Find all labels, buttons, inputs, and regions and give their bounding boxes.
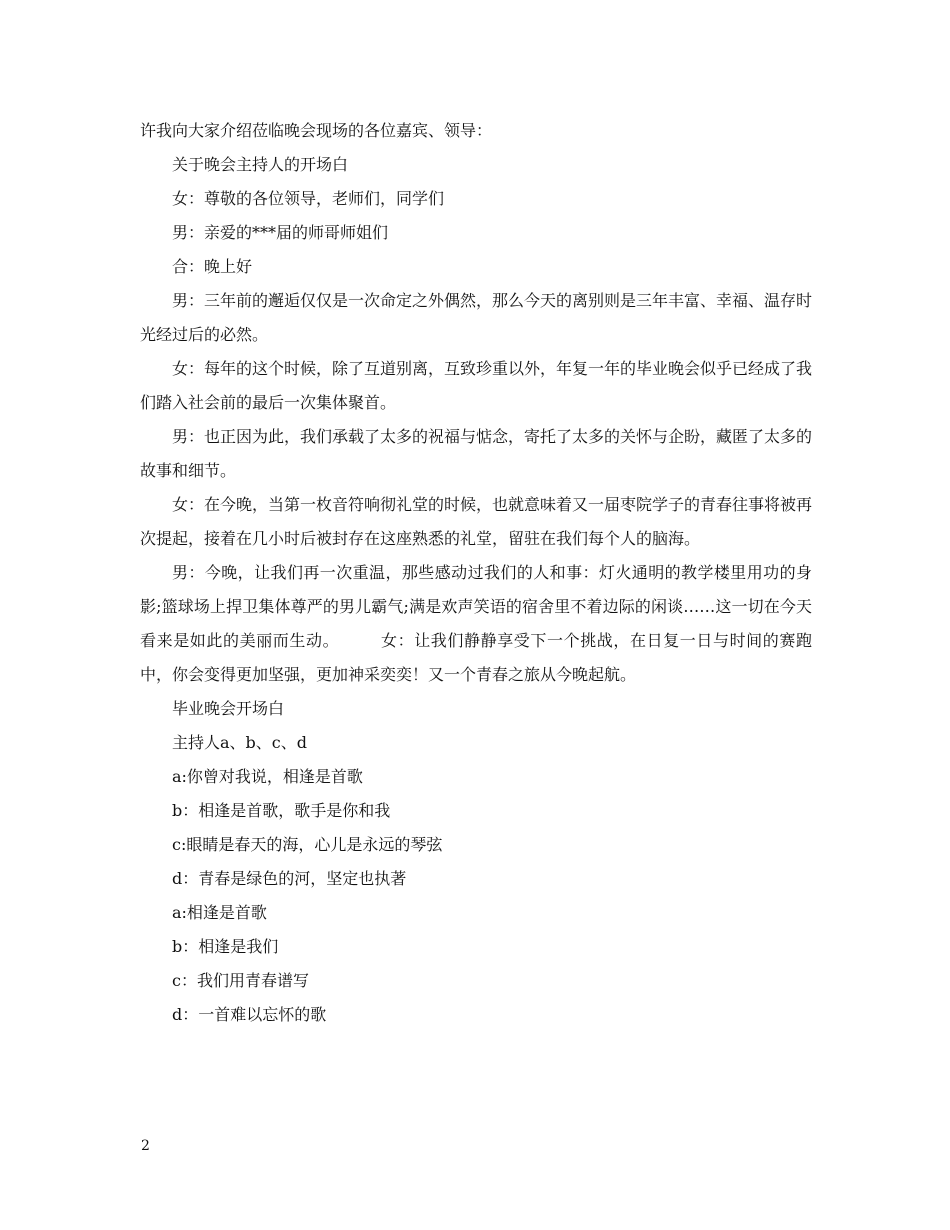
paragraph: 男：也正因为此，我们承载了太多的祝福与惦念，寄托了太多的关怀与企盼，藏匿了太多的故事和细节。 [140, 427, 813, 480]
paragraph: 合：晚上好 [172, 257, 253, 276]
paragraph: a:相逢是首歌 [172, 903, 267, 922]
paragraph: d：一首难以忘怀的歌 [172, 1005, 327, 1024]
paragraph: a:你曾对我说，相逢是首歌 [172, 767, 363, 786]
paragraph: 关于晚会主持人的开场白 [172, 155, 349, 174]
paragraph: c:眼睛是春天的海，心儿是永远的琴弦 [172, 835, 443, 854]
paragraph: 男：今晚，让我们再一次重温，那些感动过我们的人和事：灯火通明的教学楼里用功的身影;篮球场上捍卫集体尊严的男儿霸气;满是欢声笑语的宿舍里不着边际的闲谈……这一切在今天看来是如此的美丽而生动。 女：让我们静静享受下一个挑战，在日复一日与时间的赛跑中，你会变得更加坚强，更加神采奕奕！又一个青春之旅从今晚起航。 [140, 563, 812, 684]
paragraph: c：我们用青春谱写 [172, 971, 309, 990]
paragraph: 主持人a、b、c、d [172, 733, 307, 752]
page-number: 2 [141, 1138, 150, 1154]
paragraph: 女：每年的这个时候，除了互道别离，互致珍重以外，年复一年的毕业晚会似乎已经成了我们踏入社会前的最后一次集体聚首。 [140, 359, 813, 412]
paragraph: d：青春是绿色的河，坚定也执著 [172, 869, 407, 888]
paragraph: 女：在今晚，当第一枚音符响彻礼堂的时候，也就意味着又一届枣院学子的青春往事将被再次提起，接着在几小时后被封存在这座熟悉的礼堂，留驻在我们每个人的脑海。 [140, 495, 813, 548]
paragraph: b：相逢是我们 [172, 937, 279, 956]
paragraph: 女：尊敬的各位领导，老师们，同学们 [172, 189, 445, 208]
paragraph: 男：亲爱的***届的师哥师姐们 [172, 223, 389, 242]
paragraph: 许我向大家介绍莅临晚会现场的各位嘉宾、领导： [140, 121, 493, 140]
paragraph: 男：三年前的邂逅仅仅是一次命定之外偶然，那么今天的离别则是三年丰富、幸福、温存时光经过后的必然。 [140, 291, 813, 344]
document-body [140, 114, 812, 1032]
paragraph: b：相逢是首歌，歌手是你和我 [172, 801, 391, 820]
paragraph: 毕业晚会开场白 [172, 699, 285, 718]
